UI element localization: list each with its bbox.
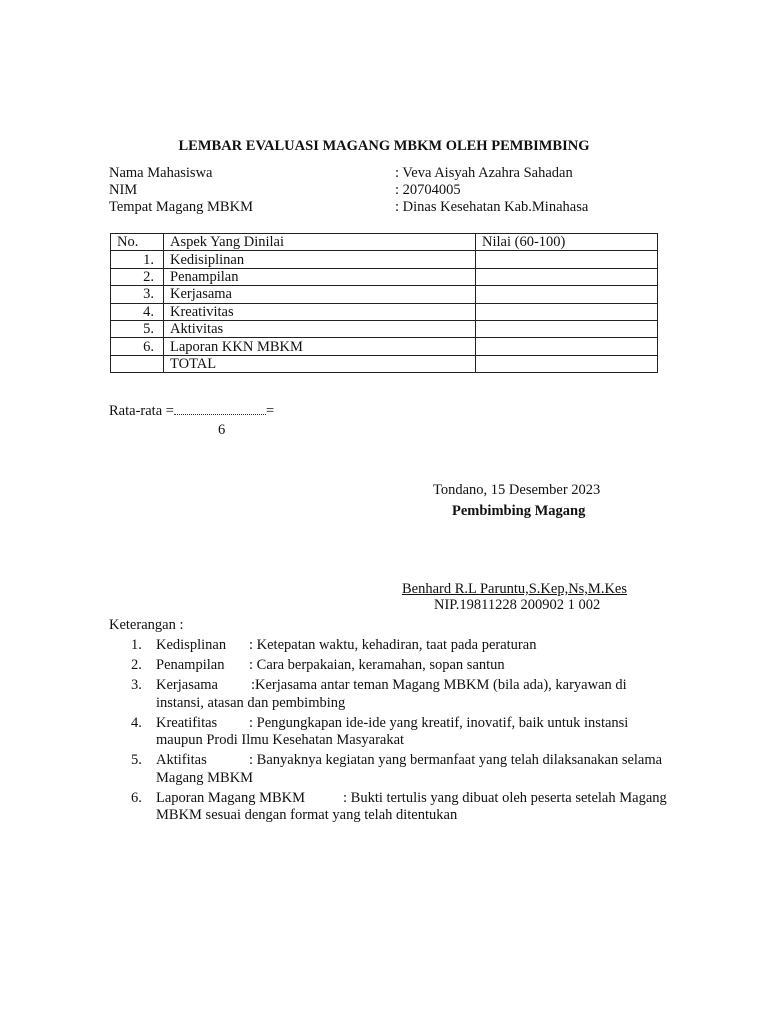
list-item xyxy=(109,790,669,825)
nim-label: NIM xyxy=(109,182,138,198)
note-description: : Ketepatan waktu, kehadiran, taat pada peraturan xyxy=(249,637,537,653)
table-row xyxy=(111,320,658,337)
note-number: 2. xyxy=(131,657,142,674)
document-title: LEMBAR EVALUASI MAGANG MBKM OLEH PEMBIMBING xyxy=(178,138,590,154)
note-description: : Cara berpakaian, keramahan, sopan santun xyxy=(249,657,505,674)
note-term: Kreatifitas xyxy=(156,714,218,731)
average-line xyxy=(109,400,274,420)
note-description: : Banyaknya kegiatan yang bermanfaat yang telah dilaksanakan selama Magang MBKM xyxy=(156,752,663,786)
note-description: : Pengungkapan ide-ide yang kreatif, inovatif, baik untuk instansi maupun Prodi Ilmu Kesehatan Masyarakat xyxy=(156,714,629,749)
note-number: 3. xyxy=(131,677,142,694)
row-score-cell[interactable] xyxy=(476,251,658,268)
table-row xyxy=(111,303,658,320)
row-score-cell[interactable] xyxy=(476,320,658,337)
note-term: Kedisplinan xyxy=(156,637,227,653)
student-name-value: : Veva Aisyah Azahra Sahadan xyxy=(395,165,573,181)
evaluation-table xyxy=(110,233,658,373)
note-term: Aktifitas xyxy=(156,752,207,769)
table-row xyxy=(111,286,658,303)
list-item xyxy=(109,752,669,787)
notes-list xyxy=(109,637,669,825)
row-number: 4. xyxy=(111,303,164,320)
note-term: Penampilan xyxy=(156,657,225,674)
table-row xyxy=(111,338,658,355)
row-aspect: Kedisiplinan xyxy=(164,251,476,268)
note-description: : Bukti tertulis yang dibuat oleh peserta setelah Magang MBKM sesuai dengan format yang telah ditentukan xyxy=(156,789,667,824)
average-denominator: 6 xyxy=(218,422,226,438)
list-item xyxy=(109,715,669,750)
row-number: 1. xyxy=(111,251,164,268)
table-row xyxy=(111,251,658,268)
note-number: 1. xyxy=(131,637,142,653)
table-row xyxy=(111,268,658,285)
notes-title: Keterangan : xyxy=(109,617,184,633)
header-score: Nilai (60-100) xyxy=(476,234,658,251)
list-item xyxy=(109,637,669,655)
row-aspect: Kreativitas xyxy=(164,303,476,320)
row-aspect: Penampilan xyxy=(164,268,476,285)
list-item xyxy=(109,677,669,712)
internship-place-label: Tempat Magang MBKM xyxy=(109,199,253,215)
row-number: 6. xyxy=(111,338,164,355)
total-row xyxy=(111,355,658,372)
note-description: :Kerjasama antar teman Magang MBKM (bila ada), karyawan di instansi, atasan dan pembimbing xyxy=(156,677,627,711)
list-item xyxy=(109,657,669,675)
total-score-cell[interactable] xyxy=(476,355,658,372)
average-equals: = xyxy=(265,403,275,419)
nim-value: : 20704005 xyxy=(395,182,461,198)
row-score-cell[interactable] xyxy=(476,268,658,285)
row-score-cell[interactable] xyxy=(476,338,658,355)
row-score-cell[interactable] xyxy=(476,303,658,320)
supervisor-name: Benhard R.L Paruntu,S.Kep,Ns,M.Kes xyxy=(402,581,627,597)
row-aspect: Kerjasama xyxy=(164,286,476,303)
row-score-cell[interactable] xyxy=(476,286,658,303)
note-number: 4. xyxy=(131,714,142,731)
row-aspect: Laporan KKN MBKM xyxy=(164,338,476,355)
average-blank[interactable] xyxy=(174,400,266,415)
note-number: 5. xyxy=(131,752,142,769)
note-term: Kerjasama xyxy=(156,677,218,694)
student-name-label: Nama Mahasiswa xyxy=(109,165,213,181)
row-number: 5. xyxy=(111,320,164,337)
notes-section xyxy=(109,617,669,828)
header-no: No. xyxy=(111,234,164,251)
note-term: Laporan Magang MBKM xyxy=(156,789,306,806)
row-number: 2. xyxy=(111,268,164,285)
note-number: 6. xyxy=(131,789,142,806)
supervisor-nip: NIP.19811228 200902 1 002 xyxy=(434,597,601,613)
total-no-cell xyxy=(111,355,164,372)
total-label: TOTAL xyxy=(164,355,476,372)
internship-place-value: : Dinas Kesehatan Kab.Minahasa xyxy=(395,199,589,215)
row-aspect: Aktivitas xyxy=(164,320,476,337)
average-label: Rata-rata = xyxy=(109,403,174,419)
table-header-row xyxy=(111,234,658,251)
header-aspect: Aspek Yang Dinilai xyxy=(164,234,476,251)
row-number: 3. xyxy=(111,286,164,303)
supervisor-role: Pembimbing Magang xyxy=(452,503,586,519)
place-date: Tondano, 15 Desember 2023 xyxy=(433,482,601,498)
